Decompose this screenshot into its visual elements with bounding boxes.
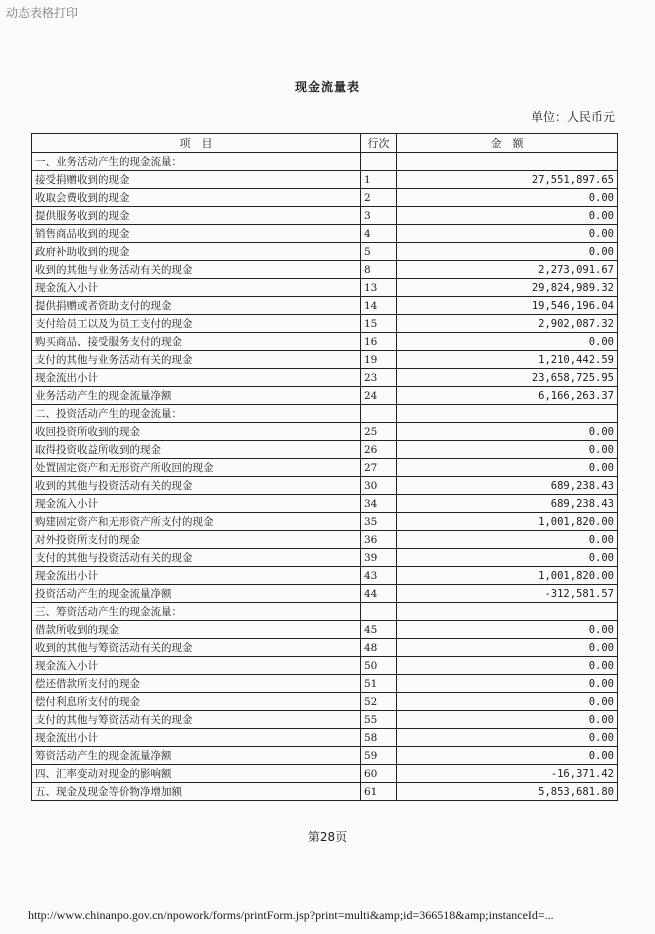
- table-row: [32, 513, 618, 531]
- table-row: [32, 225, 618, 243]
- row-amount: 0.00: [397, 657, 618, 675]
- table-row: [32, 315, 618, 333]
- table-row: [32, 423, 618, 441]
- table-row: [32, 279, 618, 297]
- row-line-number: 3: [361, 207, 397, 225]
- currency-unit-label: 单位：人民币元: [530, 110, 615, 124]
- row-line-number: 55: [361, 711, 397, 729]
- row-item-label: 支付给员工以及为员工支付的现金: [32, 315, 361, 333]
- row-item-label: 四、汇率变动对现金的影响额: [32, 765, 361, 783]
- row-item-label: 政府补助收到的现金: [32, 243, 361, 261]
- row-item-label: 二、投资活动产生的现金流量：: [32, 405, 361, 423]
- table-row: [32, 369, 618, 387]
- cash-flow-table: [31, 133, 618, 801]
- row-item-label: 业务活动产生的现金流量净额: [32, 387, 361, 405]
- row-item-label: 购买商品、接受服务支付的现金: [32, 333, 361, 351]
- row-amount: 0.00: [397, 207, 618, 225]
- row-amount: 0.00: [397, 549, 618, 567]
- row-item-label: 现金流出小计: [32, 729, 361, 747]
- row-item-label: 支付的其他与投资活动有关的现金: [32, 549, 361, 567]
- row-item-label: 接受捐赠收到的现金: [32, 171, 361, 189]
- table-row: [32, 297, 618, 315]
- row-line-number: 26: [361, 441, 397, 459]
- row-amount: 0.00: [397, 621, 618, 639]
- row-line-number: [361, 153, 397, 171]
- row-item-label: 偿还借款所支付的现金: [32, 675, 361, 693]
- row-item-label: 五、现金及现金等价物净增加额: [32, 783, 361, 801]
- row-item-label: 现金流入小计: [32, 495, 361, 513]
- table-row: [32, 639, 618, 657]
- row-amount: 0.00: [397, 639, 618, 657]
- row-item-label: 购建固定资产和无形资产所支付的现金: [32, 513, 361, 531]
- row-amount: 2,902,087.32: [397, 315, 618, 333]
- row-line-number: 45: [361, 621, 397, 639]
- print-header-label: 动态表格打印: [6, 6, 79, 20]
- table-row: [32, 189, 618, 207]
- row-amount: 1,001,820.00: [397, 567, 618, 585]
- row-line-number: 60: [361, 765, 397, 783]
- table-row: [32, 693, 618, 711]
- row-item-label: 收到的其他与业务活动有关的现金: [32, 261, 361, 279]
- row-line-number: 39: [361, 549, 397, 567]
- row-amount: 5,853,681.80: [397, 783, 618, 801]
- table-row: [32, 477, 618, 495]
- row-amount: [397, 153, 618, 171]
- row-item-label: 借款所收到的现金: [32, 621, 361, 639]
- row-amount: 0.00: [397, 333, 618, 351]
- row-line-number: [361, 603, 397, 621]
- row-item-label: 支付的其他与业务活动有关的现金: [32, 351, 361, 369]
- row-amount: 27,551,897.65: [397, 171, 618, 189]
- table-row: [32, 675, 618, 693]
- row-amount: -312,581.57: [397, 585, 618, 603]
- row-item-label: 筹资活动产生的现金流量净额: [32, 747, 361, 765]
- row-amount: 23,658,725.95: [397, 369, 618, 387]
- row-amount: 689,238.43: [397, 495, 618, 513]
- row-item-label: 收到的其他与筹资活动有关的现金: [32, 639, 361, 657]
- row-amount: 29,824,989.32: [397, 279, 618, 297]
- table-row: [32, 567, 618, 585]
- row-item-label: 支付的其他与筹资活动有关的现金: [32, 711, 361, 729]
- table-row: [32, 549, 618, 567]
- row-amount: 0.00: [397, 441, 618, 459]
- row-item-label: 三、筹资活动产生的现金流量：: [32, 603, 361, 621]
- table-row: [32, 441, 618, 459]
- row-item-label: 现金流出小计: [32, 369, 361, 387]
- row-amount: 1,210,442.59: [397, 351, 618, 369]
- row-amount: 0.00: [397, 423, 618, 441]
- row-amount: 1,001,820.00: [397, 513, 618, 531]
- footer-url: http://www.chinanpo.gov.cn/npowork/forms/printForm.jsp?print=multi&amp;id=366518&amp;instanceId=...: [28, 908, 554, 922]
- row-item-label: 现金流出小计: [32, 567, 361, 585]
- page-number: 第28页: [307, 830, 348, 844]
- row-line-number: 30: [361, 477, 397, 495]
- row-item-label: 投资活动产生的现金流量净额: [32, 585, 361, 603]
- table-row: [32, 405, 618, 423]
- row-line-number: 4: [361, 225, 397, 243]
- row-line-number: 13: [361, 279, 397, 297]
- table-row: [32, 351, 618, 369]
- row-amount: 0.00: [397, 693, 618, 711]
- row-line-number: 61: [361, 783, 397, 801]
- row-line-number: 51: [361, 675, 397, 693]
- row-line-number: 43: [361, 567, 397, 585]
- row-amount: 0.00: [397, 531, 618, 549]
- table-row: [32, 747, 618, 765]
- row-line-number: [361, 405, 397, 423]
- row-amount: -16,371.42: [397, 765, 618, 783]
- row-item-label: 一、业务活动产生的现金流量：: [32, 153, 361, 171]
- row-line-number: 59: [361, 747, 397, 765]
- row-item-label: 收到的其他与投资活动有关的现金: [32, 477, 361, 495]
- table-row: [32, 207, 618, 225]
- row-item-label: 现金流入小计: [32, 657, 361, 675]
- table-row: [32, 243, 618, 261]
- row-item-label: 取得投资收益所收到的现金: [32, 441, 361, 459]
- row-line-number: 50: [361, 657, 397, 675]
- row-amount: 0.00: [397, 747, 618, 765]
- row-amount: 0.00: [397, 729, 618, 747]
- row-line-number: 24: [361, 387, 397, 405]
- table-header-row: [32, 134, 618, 153]
- row-line-number: 23: [361, 369, 397, 387]
- table-row: [32, 783, 618, 801]
- table-row: [32, 153, 618, 171]
- row-amount: 19,546,196.04: [397, 297, 618, 315]
- row-line-number: 27: [361, 459, 397, 477]
- column-header-amount: 金 额: [397, 134, 618, 153]
- table-row: [32, 657, 618, 675]
- row-line-number: 14: [361, 297, 397, 315]
- row-line-number: 1: [361, 171, 397, 189]
- row-item-label: 处置固定资产和无形资产所收回的现金: [32, 459, 361, 477]
- table-row: [32, 729, 618, 747]
- row-item-label: 提供服务收到的现金: [32, 207, 361, 225]
- table-row: [32, 261, 618, 279]
- column-header-item: 项 目: [32, 134, 361, 153]
- row-amount: 0.00: [397, 675, 618, 693]
- row-amount: 689,238.43: [397, 477, 618, 495]
- row-amount: 0.00: [397, 459, 618, 477]
- row-item-label: 提供捐赠或者资助支付的现金: [32, 297, 361, 315]
- row-amount: [397, 405, 618, 423]
- table-row: [32, 621, 618, 639]
- row-item-label: 收取会费收到的现金: [32, 189, 361, 207]
- row-line-number: 34: [361, 495, 397, 513]
- page-title: 现金流量表: [294, 80, 360, 94]
- table-row: [32, 495, 618, 513]
- table-row: [32, 387, 618, 405]
- row-line-number: 2: [361, 189, 397, 207]
- row-amount: 0.00: [397, 711, 618, 729]
- table-row: [32, 459, 618, 477]
- row-item-label: 偿付利息所支付的现金: [32, 693, 361, 711]
- row-line-number: 58: [361, 729, 397, 747]
- table-row: [32, 171, 618, 189]
- table-row: [32, 531, 618, 549]
- row-line-number: 8: [361, 261, 397, 279]
- row-amount: 0.00: [397, 243, 618, 261]
- row-line-number: 25: [361, 423, 397, 441]
- row-line-number: 15: [361, 315, 397, 333]
- row-line-number: 36: [361, 531, 397, 549]
- row-line-number: 44: [361, 585, 397, 603]
- table-row: [32, 333, 618, 351]
- table-row: [32, 765, 618, 783]
- row-item-label: 现金流入小计: [32, 279, 361, 297]
- row-line-number: 35: [361, 513, 397, 531]
- table-row: [32, 711, 618, 729]
- row-amount: 6,166,263.37: [397, 387, 618, 405]
- row-item-label: 收回投资所收到的现金: [32, 423, 361, 441]
- row-amount: 0.00: [397, 189, 618, 207]
- row-line-number: 19: [361, 351, 397, 369]
- table-row: [32, 603, 618, 621]
- row-line-number: 48: [361, 639, 397, 657]
- row-amount: 0.00: [397, 225, 618, 243]
- row-line-number: 5: [361, 243, 397, 261]
- row-amount: 2,273,091.67: [397, 261, 618, 279]
- row-item-label: 对外投资所支付的现金: [32, 531, 361, 549]
- table-row: [32, 585, 618, 603]
- column-header-line: 行次: [361, 134, 397, 153]
- row-item-label: 销售商品收到的现金: [32, 225, 361, 243]
- row-line-number: 16: [361, 333, 397, 351]
- row-line-number: 52: [361, 693, 397, 711]
- row-amount: [397, 603, 618, 621]
